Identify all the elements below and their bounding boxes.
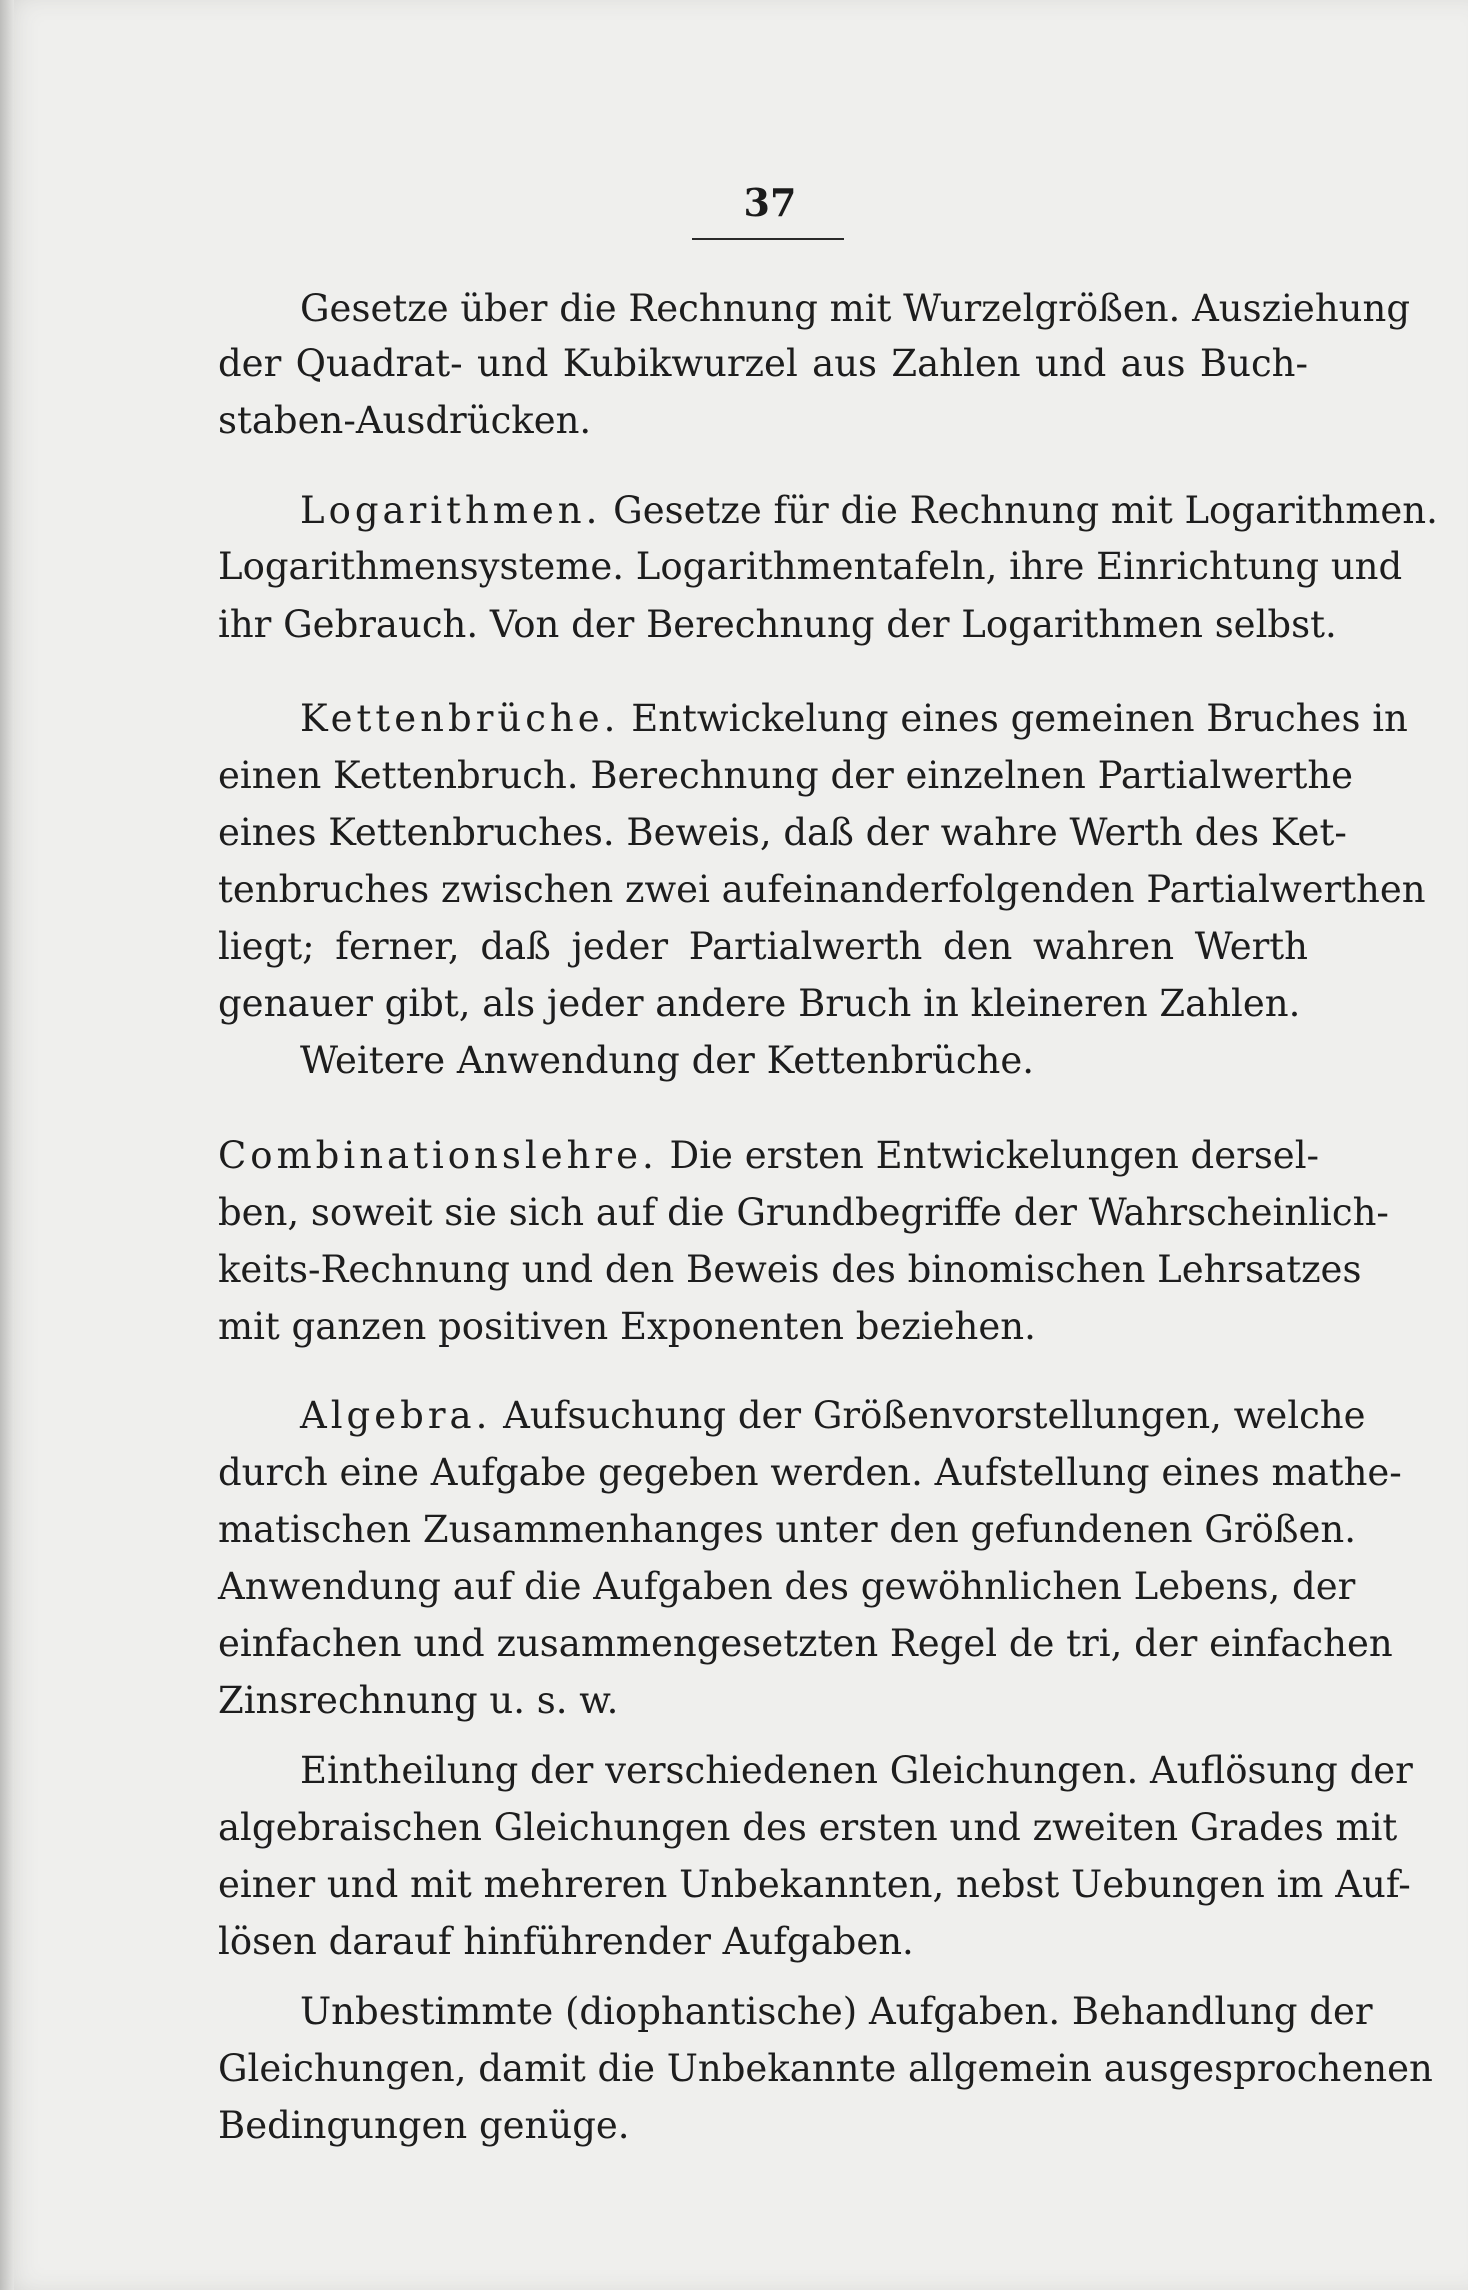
text-line: matischen Zusammenhanges unter den gefundenen Größen. — [218, 1508, 1357, 1551]
paragraph-first-line — [300, 489, 1438, 532]
text-line: Logarithmensysteme. Logarithmentafeln, ihre Einrichtung und — [218, 545, 1403, 588]
text-line: Eintheilung der verschiedenen Gleichungen. Auflösung der — [300, 1749, 1413, 1792]
text-line: einer und mit mehreren Unbekannten, nebst Uebungen im Auf- — [218, 1863, 1411, 1906]
text-line: der Quadrat- und Kubikwurzel aus Zahlen und aus Buch- — [218, 342, 1308, 385]
paragraph-first-line — [300, 1394, 1366, 1437]
page-number-rule — [692, 238, 844, 240]
text-line: mit ganzen positiven Exponenten beziehen. — [218, 1305, 1036, 1348]
text-line: Zinsrechnung u. s. w. — [218, 1679, 619, 1722]
paragraph-first-line — [218, 1134, 1320, 1177]
text-line: Unbestimmte (diophantische) Aufgaben. Behandlung der — [300, 1990, 1373, 2033]
section-heading-logarithmen: Logarithmen. — [300, 489, 602, 532]
text-line: Weitere Anwendung der Kettenbrüche. — [300, 1039, 1035, 1082]
text-line: eines Kettenbruches. Beweis, daß der wahre Werth des Ket- — [218, 811, 1347, 854]
text-line: tenbruches zwischen zwei aufeinanderfolgenden Partialwerthen — [218, 868, 1426, 911]
text-line: Bedingungen genüge. — [218, 2104, 630, 2147]
text-line: algebraischen Gleichungen des ersten und zweiten Grades mit — [218, 1806, 1398, 1849]
text-line: einfachen und zusammengesetzten Regel de tri, der einfachen — [218, 1622, 1393, 1665]
text-line: durch eine Aufgabe gegeben werden. Aufstellung eines mathe- — [218, 1451, 1402, 1494]
text-run: Aufsuchung der Größenvorstellungen, welche — [503, 1394, 1366, 1437]
section-heading-combinationslehre: Combinationslehre. — [218, 1134, 658, 1177]
text-line: Anwendung auf die Aufgaben des gewöhnlichen Lebens, der — [218, 1565, 1356, 1608]
text-run: Entwickelung eines gemeinen Bruches in — [631, 697, 1408, 740]
text-line: ben, soweit sie sich auf die Grundbegriffe der Wahrscheinlich- — [218, 1191, 1389, 1234]
section-heading-algebra: Algebra. — [300, 1394, 492, 1437]
text-line: liegt; ferner, daß jeder Partialwerth den wahren Werth — [218, 925, 1308, 968]
page-gutter-shadow — [0, 0, 14, 2290]
text-line: Gesetze über die Rechnung mit Wurzelgrößen. Ausziehung — [300, 287, 1410, 330]
paragraph-first-line — [300, 697, 1408, 740]
text-line: genauer gibt, als jeder andere Bruch in kleineren Zahlen. — [218, 982, 1301, 1025]
text-run: Die ersten Entwickelungen dersel- — [669, 1134, 1320, 1177]
text-line: Gleichungen, damit die Unbekannte allgemein ausgesprochenen — [218, 2047, 1433, 2090]
text-line: ihr Gebrauch. Von der Berechnung der Logarithmen selbst. — [218, 603, 1337, 646]
text-line: lösen darauf hinführender Aufgaben. — [218, 1920, 914, 1963]
page-number: 37 — [743, 180, 797, 225]
text-line: staben-Ausdrücken. — [218, 399, 592, 442]
text-run: Gesetze für die Rechnung mit Logarithmen. — [613, 489, 1438, 532]
section-heading-kettenbrueche: Kettenbrüche. — [300, 697, 620, 740]
text-line: einen Kettenbruch. Berechnung der einzelnen Partialwerthe — [218, 754, 1354, 797]
text-line: keits-Rechnung und den Beweis des binomischen Lehrsatzes — [218, 1248, 1362, 1291]
